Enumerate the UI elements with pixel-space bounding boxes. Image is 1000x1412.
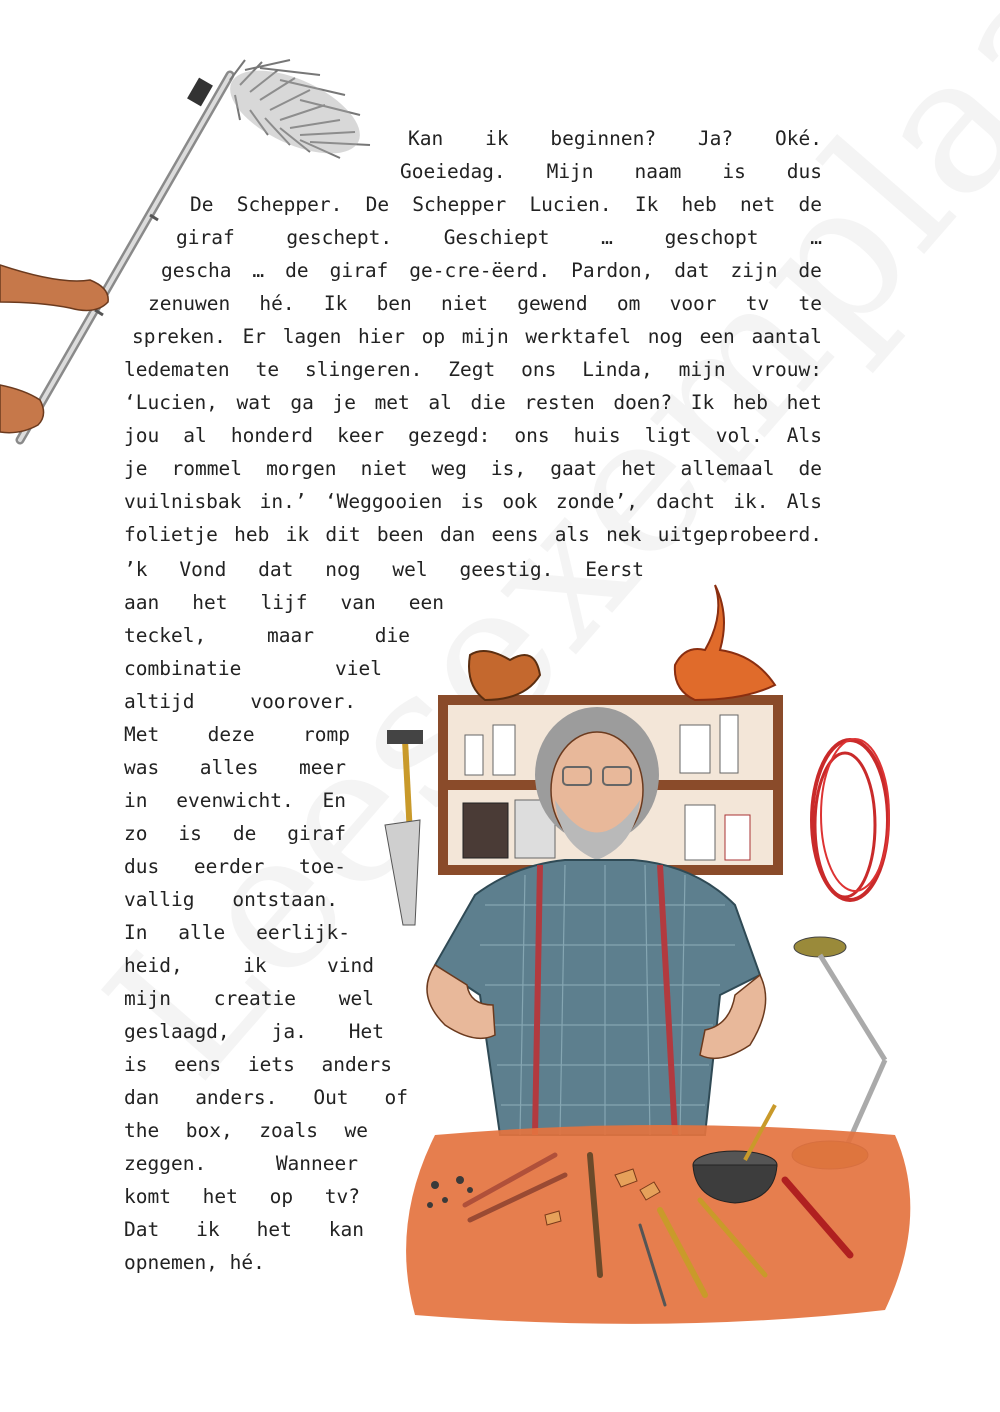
story-word: eens bbox=[174, 1053, 222, 1076]
story-word: te bbox=[255, 358, 280, 381]
story-word: nog bbox=[325, 558, 361, 581]
story-word: mijn bbox=[124, 987, 171, 1010]
story-line bbox=[124, 353, 822, 386]
story-line bbox=[124, 1081, 408, 1114]
story-word: ons bbox=[514, 424, 550, 447]
story-line bbox=[124, 1246, 364, 1279]
story-word: ‘Lucien, bbox=[124, 391, 218, 414]
story-word: werktafel bbox=[525, 325, 632, 348]
story-word: het bbox=[621, 457, 657, 480]
story-word: de bbox=[798, 193, 822, 216]
story-word: heb bbox=[681, 193, 717, 216]
story-line bbox=[176, 221, 822, 254]
story-word: … bbox=[810, 226, 822, 249]
story-word: giraf bbox=[176, 226, 235, 249]
story-word: als bbox=[554, 523, 590, 546]
story-word: honderd bbox=[230, 424, 314, 447]
story-word: dat bbox=[258, 558, 294, 581]
story-word: spreken. bbox=[132, 325, 226, 348]
story-word: allemaal bbox=[680, 457, 775, 480]
story-line bbox=[124, 817, 346, 850]
story-word: de bbox=[285, 259, 309, 282]
story-word: dus bbox=[786, 160, 822, 183]
story-word: we bbox=[344, 1119, 368, 1142]
story-word: viel bbox=[335, 657, 382, 680]
story-word: geschopt bbox=[664, 226, 759, 249]
story-word: Zegt bbox=[448, 358, 496, 381]
story-word: naam bbox=[634, 160, 682, 183]
story-word: ga bbox=[290, 391, 314, 414]
story-line bbox=[124, 586, 444, 619]
story-word: dit bbox=[325, 523, 361, 546]
story-word: om bbox=[616, 292, 641, 315]
story-word: is bbox=[722, 160, 746, 183]
story-word: combinatie bbox=[124, 657, 242, 680]
story-word: Ik bbox=[323, 292, 348, 315]
story-word: box, bbox=[185, 1119, 233, 1142]
story-word: De bbox=[365, 193, 390, 216]
story-word: romp bbox=[303, 723, 350, 746]
story-word: heb bbox=[732, 391, 769, 414]
story-word: dat bbox=[674, 259, 710, 282]
story-word: Mijn bbox=[546, 160, 594, 183]
story-line bbox=[124, 553, 644, 586]
story-line bbox=[124, 1147, 358, 1180]
story-word: een bbox=[699, 325, 735, 348]
story-word: toe- bbox=[299, 855, 346, 878]
story-word: zeggen. bbox=[124, 1152, 207, 1175]
story-word: resten bbox=[524, 391, 595, 414]
story-word: het bbox=[202, 1185, 238, 1208]
story-word: In bbox=[124, 921, 148, 944]
story-word: ledematen bbox=[124, 358, 230, 381]
story-word: eerlijk- bbox=[256, 921, 350, 944]
story-word: lagen bbox=[282, 325, 342, 348]
story-word: voor bbox=[669, 292, 717, 315]
story-word: Ik bbox=[690, 391, 715, 414]
story-word: aantal bbox=[751, 325, 822, 348]
story-word: het bbox=[256, 1218, 292, 1241]
story-word: ben bbox=[376, 292, 412, 315]
story-word: dan bbox=[124, 1086, 160, 1109]
story-word: dan bbox=[440, 523, 476, 546]
story-word: een bbox=[408, 591, 444, 614]
story-word: jou bbox=[124, 424, 160, 447]
story-word: het bbox=[786, 391, 822, 414]
story-word: het bbox=[192, 591, 228, 614]
story-word: morgen bbox=[266, 457, 337, 480]
story-word: aan bbox=[124, 591, 160, 614]
story-line bbox=[124, 850, 346, 883]
story-word: geschept. bbox=[286, 226, 393, 249]
story-line bbox=[124, 1048, 392, 1081]
story-word: komt bbox=[124, 1185, 171, 1208]
story-word: vallig bbox=[124, 888, 195, 911]
story-line bbox=[124, 1180, 360, 1213]
story-word: beginnen? bbox=[550, 127, 657, 150]
story-word: ‘Weggooien bbox=[324, 490, 443, 513]
story-word: evenwicht. bbox=[176, 789, 294, 812]
story-line bbox=[124, 784, 346, 817]
story-word: ontstaan. bbox=[232, 888, 338, 911]
story-word: zonde’, bbox=[555, 490, 639, 513]
story-word: wat bbox=[236, 391, 272, 414]
story-word: alles bbox=[199, 756, 259, 779]
story-word: vuilnisbak bbox=[124, 490, 242, 513]
story-word: rommel bbox=[171, 457, 242, 480]
story-line bbox=[124, 619, 410, 652]
story-word: geestig. bbox=[459, 558, 554, 581]
story-line bbox=[124, 1213, 364, 1246]
story-word: eens bbox=[491, 523, 539, 546]
story-word: giraf bbox=[329, 259, 389, 282]
story-word: nog bbox=[647, 325, 683, 348]
story-word: je bbox=[124, 457, 148, 480]
story-word: ook bbox=[502, 490, 538, 513]
story-word: dus bbox=[124, 855, 160, 878]
story-word: eerder bbox=[193, 855, 265, 878]
story-word: De bbox=[190, 193, 214, 216]
story-word: wel bbox=[392, 558, 428, 581]
story-word: ge-cre-ëerd. bbox=[409, 259, 551, 282]
story-word: … bbox=[252, 259, 265, 282]
story-word: ik bbox=[285, 523, 310, 546]
story-line bbox=[148, 287, 822, 320]
story-word: Pardon, bbox=[571, 259, 654, 282]
story-word: mijn bbox=[461, 325, 509, 348]
story-word: niet bbox=[441, 292, 488, 315]
story-line bbox=[124, 1114, 368, 1147]
story-line bbox=[408, 122, 822, 155]
story-word: … bbox=[601, 226, 613, 249]
story-word: in.’ bbox=[259, 490, 307, 513]
story-word: zenuwen bbox=[148, 292, 231, 315]
story-word: de bbox=[798, 259, 822, 282]
story-word: gescha bbox=[161, 259, 232, 282]
story-word: Er bbox=[242, 325, 267, 348]
story-word: net bbox=[740, 193, 776, 216]
story-word: je bbox=[332, 391, 356, 414]
story-word: wel bbox=[338, 987, 374, 1010]
story-line bbox=[400, 155, 822, 188]
story-word: heid, bbox=[124, 954, 183, 977]
story-word: ik bbox=[243, 954, 267, 977]
story-line bbox=[124, 386, 822, 419]
story-word: creatie bbox=[213, 987, 296, 1010]
story-line bbox=[124, 652, 382, 685]
story-word: die bbox=[374, 624, 410, 647]
story-word: Ik bbox=[634, 193, 659, 216]
story-line bbox=[124, 685, 356, 718]
story-word: hé. bbox=[229, 1251, 265, 1274]
story-word: Dat bbox=[124, 1218, 160, 1241]
story-word: Ja? bbox=[697, 127, 734, 150]
story-word: Out bbox=[313, 1086, 349, 1109]
story-word: uitgeprobeerd. bbox=[657, 523, 822, 546]
story-word: folietje bbox=[124, 523, 218, 546]
story-word: Geschiept bbox=[443, 226, 550, 249]
story-word: kan bbox=[328, 1218, 364, 1241]
story-line bbox=[124, 751, 346, 784]
story-word: nek bbox=[606, 523, 642, 546]
story-word: iets bbox=[247, 1053, 295, 1076]
story-line bbox=[124, 485, 822, 518]
story-line bbox=[124, 949, 374, 982]
story-word: doen? bbox=[613, 391, 673, 414]
story-word: vind bbox=[327, 954, 374, 977]
story-word: de bbox=[232, 822, 257, 845]
story-word: Goeiedag. bbox=[400, 160, 506, 183]
story-word: ik bbox=[485, 127, 509, 150]
story-line bbox=[124, 982, 374, 1015]
story-word: lijf bbox=[260, 591, 308, 614]
story-word: maar bbox=[266, 624, 314, 647]
story-word: dacht bbox=[656, 490, 715, 513]
story-word: Lucien. bbox=[529, 193, 612, 216]
story-word: of bbox=[384, 1086, 408, 1109]
story-word: is bbox=[178, 822, 202, 845]
story-word: is, bbox=[490, 457, 527, 480]
story-word: meer bbox=[299, 756, 346, 779]
story-word: Met bbox=[124, 723, 160, 746]
story-word: ligt bbox=[644, 424, 692, 447]
story-word: huis bbox=[573, 424, 621, 447]
story-word: anders. bbox=[195, 1086, 278, 1109]
story-word: hier bbox=[358, 325, 405, 348]
story-word: in bbox=[124, 789, 148, 812]
story-line bbox=[124, 916, 350, 949]
story-word: ja. bbox=[271, 1020, 307, 1043]
story-word: met bbox=[374, 391, 410, 414]
story-line bbox=[124, 452, 822, 485]
story-word: heb bbox=[234, 523, 270, 546]
story-word: te bbox=[798, 292, 822, 315]
workshop-illustration bbox=[375, 575, 935, 1345]
story-word: ’k bbox=[124, 558, 148, 581]
story-line bbox=[124, 518, 822, 551]
story-word: zoals bbox=[259, 1119, 318, 1142]
story-word: die bbox=[470, 391, 506, 414]
story-word: slingeren. bbox=[304, 358, 423, 381]
story-word: al bbox=[428, 391, 452, 414]
story-word: niet bbox=[360, 457, 408, 480]
story-line bbox=[124, 883, 338, 916]
story-line bbox=[124, 419, 822, 452]
story-word: Wanneer bbox=[275, 1152, 358, 1175]
story-word: gezegd: bbox=[408, 424, 491, 447]
story-word: Linda, bbox=[582, 358, 653, 381]
story-word: gaat bbox=[550, 457, 598, 480]
story-word: Het bbox=[348, 1020, 384, 1043]
story-word: hé. bbox=[259, 292, 295, 315]
story-word: voorover. bbox=[250, 690, 356, 713]
story-word: vrouw: bbox=[751, 358, 822, 381]
story-word: mijn bbox=[678, 358, 726, 381]
story-word: keer bbox=[337, 424, 385, 447]
story-word: En bbox=[322, 789, 346, 812]
story-word: Kan bbox=[408, 127, 444, 150]
story-word: de bbox=[798, 457, 822, 480]
story-word: ik. bbox=[733, 490, 769, 513]
story-word: op bbox=[269, 1185, 294, 1208]
story-word: van bbox=[340, 591, 376, 614]
story-word: ons bbox=[521, 358, 557, 381]
story-line bbox=[132, 320, 822, 353]
story-word: geslaagd, bbox=[124, 1020, 230, 1043]
story-word: is bbox=[124, 1053, 148, 1076]
story-word: weg bbox=[431, 457, 467, 480]
story-word: deze bbox=[207, 723, 255, 746]
story-word: Als bbox=[786, 490, 822, 513]
story-word: giraf bbox=[287, 822, 346, 845]
story-line bbox=[124, 1015, 384, 1048]
story-word: alle bbox=[178, 921, 226, 944]
story-word: teckel, bbox=[124, 624, 207, 647]
story-word: Vond bbox=[179, 558, 227, 581]
story-word: zijn bbox=[730, 259, 778, 282]
story-line bbox=[190, 188, 822, 221]
story-word: Eerst bbox=[585, 558, 644, 581]
story-word: op bbox=[421, 325, 446, 348]
story-word: Schepper bbox=[412, 193, 507, 216]
story-word: anders bbox=[321, 1053, 392, 1076]
story-word: Oké. bbox=[775, 127, 822, 150]
story-word: tv? bbox=[324, 1185, 360, 1208]
story-line bbox=[161, 254, 822, 287]
story-word: altijd bbox=[124, 690, 195, 713]
story-word: Als bbox=[786, 424, 822, 447]
story-word: tv bbox=[745, 292, 770, 315]
story-word: gewend bbox=[517, 292, 588, 315]
story-word: al bbox=[183, 424, 207, 447]
story-word: opnemen, bbox=[124, 1251, 218, 1274]
story-word: is bbox=[460, 490, 485, 513]
story-word: been bbox=[376, 523, 424, 546]
story-word: vol. bbox=[715, 424, 763, 447]
story-word: ik bbox=[196, 1218, 220, 1241]
story-word: Schepper. bbox=[236, 193, 343, 216]
story-word: the bbox=[124, 1119, 160, 1142]
story-line bbox=[124, 718, 350, 751]
story-word: zo bbox=[124, 822, 148, 845]
story-word: was bbox=[124, 756, 160, 779]
